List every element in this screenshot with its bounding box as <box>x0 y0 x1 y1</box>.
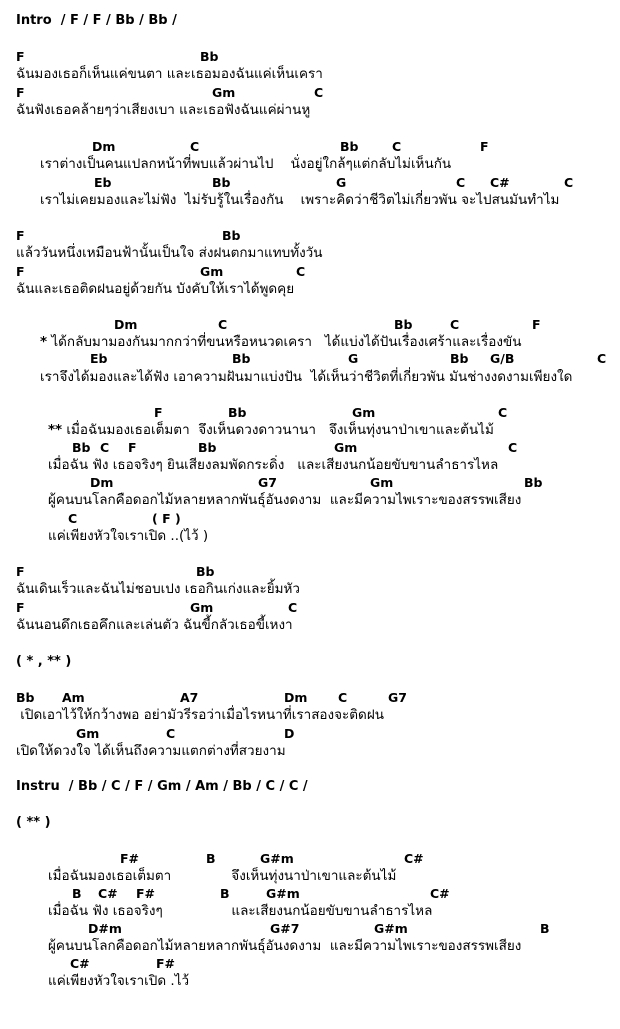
lyric-line: ฉันฟังเธอคล้ายๆว่าเสียงเบา และเธอฟังฉันแค่ผ่านหู <box>16 102 311 118</box>
lyric-line: แล้ววันหนึ่งเหมือนฟ้านั้นเป็นใจ ส่งฝนตกมาแทบทั้งวัน <box>16 245 323 261</box>
repeat-marker: ( * , ** ) <box>16 654 72 669</box>
instrumental-line: Instru / Bb / C / F / Gm / Am / Bb / C / C / <box>16 779 308 794</box>
chord: G#m <box>260 851 294 866</box>
lyric-line: เมื่อฉัน ฟัง เธอจริงๆ ยินเสียงลมพัดกระดิ่ง และเสียงนกน้อยขับขานลำธารไหล <box>48 457 499 473</box>
chord: B <box>72 886 82 901</box>
lyric-line: เมื่อฉัน ฟัง เธอจริงๆ และเสียงนกน้อยขับขานลำธารไหล <box>48 903 433 919</box>
lyric-line: ฉันเดินเร็วและฉันไม่ชอบเปง เธอกินเก่งและยิ้มหัว <box>16 581 300 597</box>
lyric-line: ผู้คนบนโลกคือดอกไม้หลายหลากพันธุ์อันงดงาม และมีความไพเราะของสรรพเสียง <box>48 938 522 954</box>
chord: C <box>100 440 110 455</box>
chord: Gm <box>190 600 214 615</box>
chord: G#m <box>374 921 408 936</box>
chord: F# <box>120 851 140 866</box>
lyric-text: เมื่อฉันมองเธอเต็มตา จึงเห็นดวงดาวนานา จึงเห็นทุ่งนาป่าเขาและต้นไม้ <box>62 422 494 438</box>
chord: C <box>392 139 402 154</box>
chord: C <box>450 317 460 332</box>
chord: C <box>456 175 466 190</box>
chord: Eb <box>94 175 112 190</box>
chord: B <box>220 886 230 901</box>
chord: C <box>68 511 78 526</box>
chord: C# <box>404 851 424 866</box>
chord: Dm <box>92 139 116 154</box>
chord: B <box>540 921 550 936</box>
chord: C <box>218 317 228 332</box>
chord: Bb <box>212 175 231 190</box>
chord: F <box>532 317 541 332</box>
chord: F <box>154 405 163 420</box>
lyric-line: เปิดเอาไว้ให้กว้างพอ อย่ามัวรีรอว่าเมื่อไรหนาที่เราสองจะติดฝน <box>16 707 384 723</box>
chord: A7 <box>180 690 199 705</box>
chord: Gm <box>334 440 358 455</box>
chord: F <box>16 49 25 64</box>
chord: C <box>314 85 324 100</box>
chord: C <box>597 351 607 366</box>
section-marker: ** <box>48 422 63 438</box>
repeat-marker: ( ** ) <box>16 815 51 830</box>
chord: Bb <box>450 351 469 366</box>
chord: F <box>16 228 25 243</box>
chord: G7 <box>258 475 277 490</box>
chord: C# <box>70 956 90 971</box>
lyric-line: ฉันนอนดึกเธอคึกและเล่นตัว ฉันขี้กลัวเธอขี้เหงา <box>16 617 293 633</box>
chord: Gm <box>212 85 236 100</box>
lyric-line: ฉันและเธอติดฝนอยู่ด้วยกัน บังคับให้เราได้พูดคุย <box>16 281 295 297</box>
section-marker: * <box>40 334 48 350</box>
lyric-line: แค่เพียงหัวใจเราเปิด ..(ไว้ ) <box>48 528 209 544</box>
chord: C <box>288 600 298 615</box>
chord: F <box>16 264 25 279</box>
chord: C# <box>490 175 510 190</box>
chord: Bb <box>72 440 91 455</box>
chord: F <box>480 139 489 154</box>
chord: Bb <box>222 228 241 243</box>
chord: F# <box>156 956 176 971</box>
chord: Eb <box>90 351 108 366</box>
lyric-line: เราจึงได้มองและได้ฟัง เอาความฝันมาแบ่งปัน ได้เห็นว่าชีวิตที่เกี่ยวพัน มันช่างงดงามเพียงใด <box>40 369 573 385</box>
lyric-text: ได้กลับมามองกันมากกว่าที่ขนหรือหนวดเครา ได้แบ่งได้ปันเรื่องเศร้าและเรื่องขัน <box>47 334 522 350</box>
lyric-line <box>48 421 494 439</box>
chord: C <box>166 726 176 741</box>
chord: F <box>16 600 25 615</box>
chord: ( F ) <box>152 511 181 526</box>
chord: Gm <box>76 726 100 741</box>
chord: D <box>284 726 295 741</box>
chord: Bb <box>228 405 247 420</box>
intro-line: Intro / F / F / Bb / Bb / <box>16 13 177 28</box>
chord: G#7 <box>270 921 300 936</box>
chord: C <box>508 440 518 455</box>
chord: C <box>190 139 200 154</box>
chord: C# <box>430 886 450 901</box>
chord: Am <box>62 690 85 705</box>
chord: Bb <box>16 690 35 705</box>
chord: G <box>348 351 359 366</box>
lyric-line: เปิดให้ดวงใจ ได้เห็นถึงความแตกต่างที่สวยงาม <box>16 743 286 759</box>
chord: C <box>296 264 306 279</box>
chord: Gm <box>352 405 376 420</box>
chord: G <box>336 175 347 190</box>
chord: G#m <box>266 886 300 901</box>
chord: F <box>16 85 25 100</box>
chord: Dm <box>114 317 138 332</box>
chord: Bb <box>198 440 217 455</box>
lyric-line: เมื่อฉันมองเธอเต็มตา จึงเห็นทุ่งนาป่าเขาและต้นไม้ <box>48 868 397 884</box>
chord: D#m <box>88 921 122 936</box>
chord: Bb <box>524 475 543 490</box>
chord: Bb <box>232 351 251 366</box>
chord: Gm <box>200 264 224 279</box>
chord: G7 <box>388 690 407 705</box>
chord: G/B <box>490 351 515 366</box>
chord: Dm <box>90 475 114 490</box>
chord: B <box>206 851 216 866</box>
lyric-line <box>40 333 521 351</box>
lyric-line: เราไม่เคยมองและไม่ฟัง ไม่รับรู้ในเรื่องกัน เพราะคิดว่าชีวิตไม่เกี่ยวพัน จะไปสนมันทำไม <box>40 192 560 208</box>
chord: Dm <box>284 690 308 705</box>
chord: Bb <box>196 564 215 579</box>
chord: F# <box>136 886 156 901</box>
chord: C <box>498 405 508 420</box>
chord: F <box>16 564 25 579</box>
chord: C# <box>98 886 118 901</box>
chord: Gm <box>370 475 394 490</box>
chord: C <box>564 175 574 190</box>
chord: Bb <box>200 49 219 64</box>
chord: F <box>128 440 137 455</box>
lyric-line: เราต่างเป็นคนแปลกหน้าที่พบแล้วผ่านไป นั่งอยู่ใกล้ๆแต่กลับไม่เห็นกัน <box>40 156 452 172</box>
chord: Bb <box>340 139 359 154</box>
lyric-line: ผู้คนบนโลกคือดอกไม้หลายหลากพันธุ์อันงดงาม และมีความไพเราะของสรรพเสียง <box>48 492 522 508</box>
chord: Bb <box>394 317 413 332</box>
lyric-line: แค่เพียงหัวใจเราเปิด .ไว้ <box>48 973 190 989</box>
lyric-line: ฉันมองเธอก็เห็นแค่ขนตา และเธอมองฉันแค่เห็นเครา <box>16 66 323 82</box>
chord: C <box>338 690 348 705</box>
